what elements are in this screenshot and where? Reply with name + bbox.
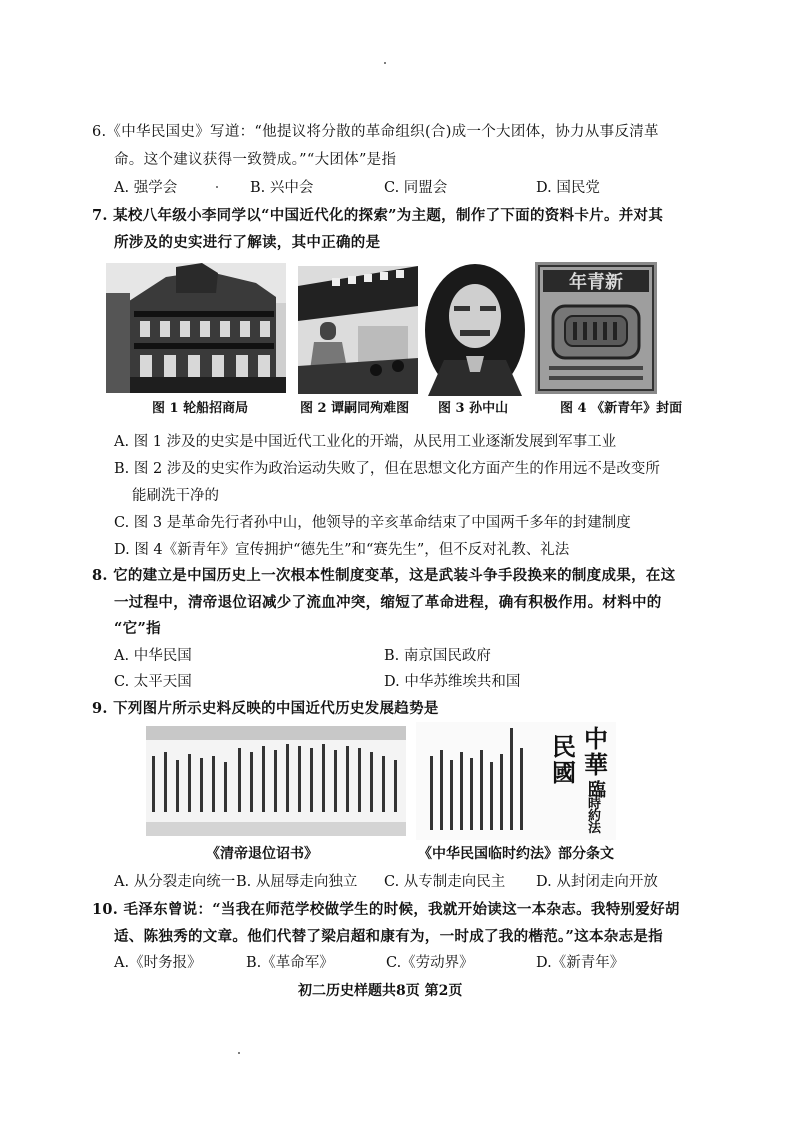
glyph: 華 bbox=[584, 750, 608, 779]
figure4-caption: 图 4 《新青年》封面 bbox=[560, 401, 683, 416]
q7-option-c: C. 图 3 是革命先行者孙中山，他领导的辛亥革命结束了中国两千多年的封建制度 bbox=[114, 515, 631, 531]
q6-option-a: A. 强学会 bbox=[114, 180, 178, 196]
q7-stem-line1: 7. 某校八年级小李同学以“中国近代化的探索”为主题，制作了下面的资料卡片。并对其 bbox=[92, 207, 664, 224]
q6-option-d: D. 国民党 bbox=[536, 180, 600, 196]
glyph: 臨 bbox=[588, 780, 606, 801]
caption-qing-abdication-edict: 《清帝退位诏书》 bbox=[206, 846, 318, 862]
q7-stem-line2: 所涉及的史实进行了解读，其中正确的是 bbox=[114, 234, 381, 251]
q9-option-c: C. 从专制走向民主 bbox=[384, 874, 506, 890]
scan-speck bbox=[384, 62, 386, 64]
figure1-caption: 图 1 轮船招商局 bbox=[152, 401, 249, 416]
figure4-new-youth-cover bbox=[535, 262, 657, 394]
q8-stem-line3: “它”指 bbox=[114, 620, 161, 637]
q6-stem-line2: 命。这个建议获得一致赞成。”“大团体”是指 bbox=[114, 152, 397, 168]
q9-option-b: B. 从屈辱走向独立 bbox=[236, 874, 358, 890]
q10-stem-line1: 10. 毛泽东曾说：“当我在师范学校做学生的时候，我就开始读这一本杂志。我特别爱好胡 bbox=[92, 901, 680, 918]
q10-option-a: A.《时务报》 bbox=[114, 955, 202, 971]
glyph: 中 bbox=[584, 724, 608, 753]
q8-stem-line2: 一过程中，清帝退位诏减少了流血冲突，缩短了革命进程，确有积极作用。材料中的 bbox=[114, 594, 662, 611]
scan-speck bbox=[216, 186, 218, 188]
q6-option-b: B. 兴中会 bbox=[250, 180, 314, 196]
figure3-caption: 图 3 孙中山 bbox=[438, 401, 509, 416]
figure2-caption: 图 2 谭嗣同殉难图 bbox=[300, 401, 410, 416]
q8-option-c: C. 太平天国 bbox=[114, 674, 192, 690]
q8-option-a: A. 中华民国 bbox=[114, 648, 192, 664]
q6-option-c: C. 同盟会 bbox=[384, 180, 448, 196]
glyph: 法 bbox=[588, 821, 602, 836]
q7-option-b-continued: 能刷洗干净的 bbox=[132, 488, 219, 504]
q9-stem: 9. 下列图片所示史料反映的中国近代历史发展趋势是 bbox=[92, 700, 439, 717]
q9-option-a: A. 从分裂走向统一 bbox=[114, 874, 236, 890]
figure3-sun-yat-sen-portrait bbox=[424, 260, 526, 396]
q9-option-d: D. 从封闭走向开放 bbox=[536, 874, 658, 890]
figure4-title-text: 年青新 bbox=[569, 272, 623, 293]
q7-option-d: D. 图 4《新青年》宣传拥护“德先生”和“赛先生”，但不反对礼教、礼法 bbox=[114, 542, 570, 558]
q8-stem-line1: 8. 它的建立是中国历史上一次根本性制度变革，这是武装斗争手段换来的制度成果，在这 bbox=[92, 567, 676, 584]
figure-qing-abdication-edict bbox=[146, 726, 406, 836]
glyph: 民 bbox=[552, 732, 576, 761]
q10-option-b: B.《革命军》 bbox=[246, 955, 334, 971]
glyph: 時 bbox=[588, 797, 602, 812]
q7-option-a: A. 图 1 涉及的史实是中国近代工业化的开端，从民用工业逐渐发展到军事工业 bbox=[114, 434, 617, 450]
q10-option-d: D.《新青年》 bbox=[536, 955, 625, 971]
glyph: 約 bbox=[588, 809, 602, 824]
q10-option-c: C.《劳动界》 bbox=[386, 955, 474, 971]
caption-provisional-constitution: 《中华民国临时约法》部分条文 bbox=[418, 846, 614, 862]
glyph: 國 bbox=[552, 758, 576, 787]
q8-option-b: B. 南京国民政府 bbox=[384, 648, 491, 664]
q7-option-b: B. 图 2 涉及的史实作为政治运动失败了，但在思想文化方面产生的作用远不是改变所 bbox=[114, 461, 660, 477]
page-footer: 初二历史样题共8页 第2页 bbox=[298, 983, 463, 999]
scan-speck bbox=[238, 1052, 240, 1054]
figure2-tan-sitong-martyrdom bbox=[298, 266, 418, 394]
q10-stem-line2: 适、陈独秀的文章。他们代替了梁启超和康有为，一时成了我的楷范。”这本杂志是指 bbox=[114, 928, 663, 945]
q8-option-d: D. 中华苏维埃共和国 bbox=[384, 674, 521, 690]
figure1-merchants-steam-building bbox=[106, 263, 286, 393]
q6-stem-line1: 6.《中华民国史》写道：“他提议将分散的革命组织(合)成一个大团体，协力从事反清革 bbox=[92, 124, 659, 140]
